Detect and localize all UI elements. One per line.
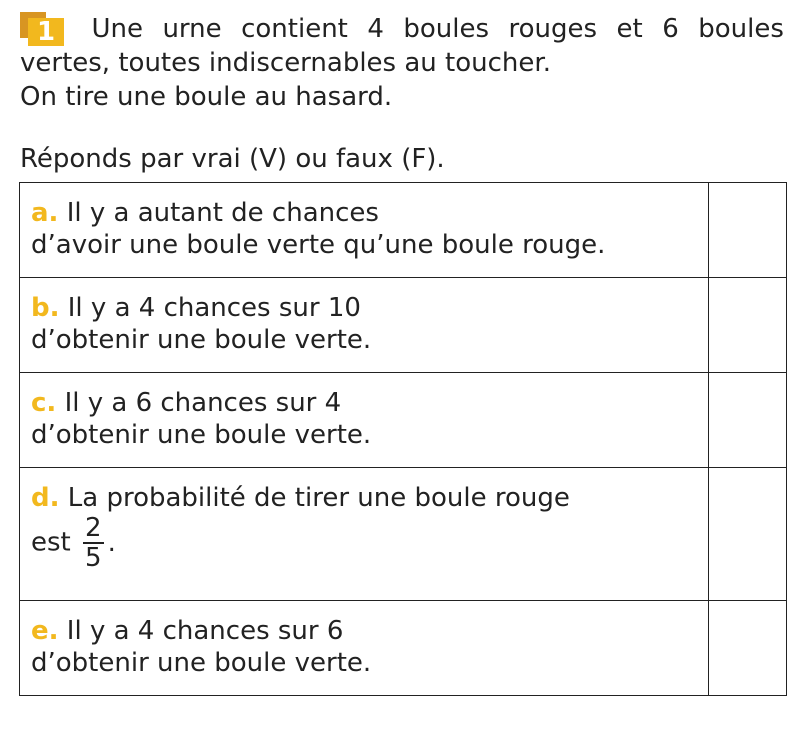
instruction: Réponds par vrai (V) ou faux (F). <box>20 144 445 174</box>
table-row <box>20 373 787 468</box>
statement-line-2: vertes, toutes indiscernables au toucher. <box>20 48 551 78</box>
word: rouges <box>508 14 598 44</box>
item-text-line2: d’obtenir une boule verte. <box>31 325 372 355</box>
word: urne <box>162 14 222 44</box>
item-text-suffix: . <box>107 528 116 558</box>
word: 6 <box>662 14 679 44</box>
item-text-line2: d’obtenir une boule verte. <box>31 420 372 450</box>
answer-cell[interactable] <box>708 601 786 696</box>
item-text-line1: Il y a 6 chances sur 4 <box>64 388 342 418</box>
item-text-prefix: est <box>31 527 71 558</box>
item-text-line1: Il y a autant de chances <box>66 198 379 228</box>
answer-cell[interactable] <box>708 468 786 601</box>
statement-line-3: On tire une boule au hasard. <box>20 82 393 112</box>
item-letter: c. <box>31 388 57 418</box>
statement-cell <box>20 278 709 373</box>
item-text-line2: d’obtenir une boule verte. <box>31 648 372 678</box>
exercise-number-badge <box>20 12 66 46</box>
item-text-line1: La probabilité de tirer une boule rouge <box>67 483 570 513</box>
exercise-number: 1 <box>28 18 64 46</box>
item-letter: e. <box>31 616 59 646</box>
table-row <box>20 183 787 278</box>
answer-cell[interactable] <box>708 373 786 468</box>
item-text-line1: Il y a 4 chances sur 6 <box>66 616 344 646</box>
fraction-denominator: 5 <box>85 543 102 573</box>
item-text-line2: d’avoir une boule verte qu’une boule rouge. <box>31 230 606 260</box>
table-row <box>20 278 787 373</box>
fraction-numerator: 2 <box>85 513 102 543</box>
exercise-statement <box>20 12 790 114</box>
table-row <box>20 468 787 601</box>
statement-cell <box>20 601 709 696</box>
word: contient <box>241 14 348 44</box>
statement-cell <box>20 468 709 601</box>
answer-cell[interactable] <box>708 183 786 278</box>
true-false-table <box>19 182 787 696</box>
table-row <box>20 601 787 696</box>
item-letter: d. <box>31 483 60 513</box>
fraction <box>83 514 104 572</box>
word: 4 <box>367 14 384 44</box>
word: boules <box>403 14 490 44</box>
word: Une <box>91 14 143 44</box>
item-letter: a. <box>31 198 59 228</box>
statement-cell <box>20 183 709 278</box>
word: et <box>616 14 643 44</box>
word: boules <box>698 14 784 44</box>
statement-line-1 <box>20 12 784 46</box>
item-text-line1: Il y a 4 chances sur 10 <box>67 293 361 323</box>
statement-cell <box>20 373 709 468</box>
answer-cell[interactable] <box>708 278 786 373</box>
item-letter: b. <box>31 293 60 323</box>
